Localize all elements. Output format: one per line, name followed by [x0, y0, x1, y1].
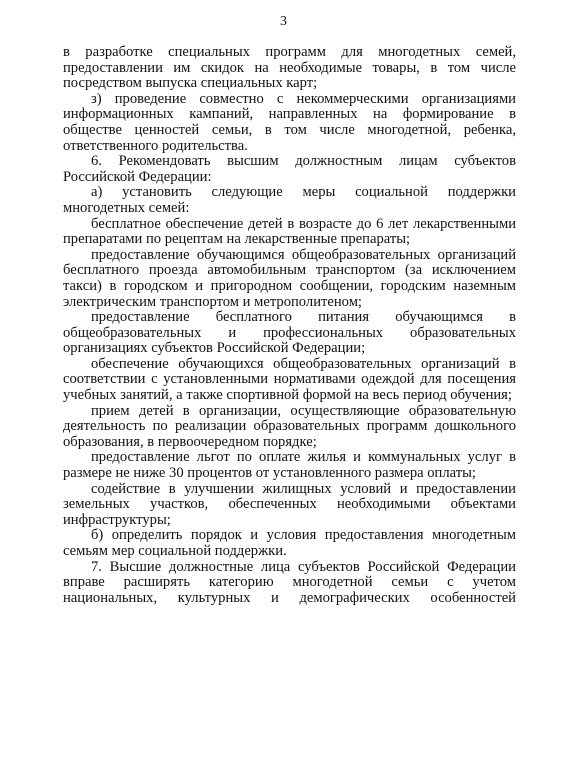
page-number: 3 — [280, 14, 287, 29]
paragraph-section-7: 7. Высшие должностные лица субъектов Российской Федерации вправе расширять категорию многодетной семьи с учетом национальных, культурных и демографических особенностей — [63, 558, 516, 606]
paragraph-measure-medicines: бесплатное обеспечение детей в возрасте до 6 лет лекарственными препаратами по рецептам на лекарственные препараты; — [63, 215, 516, 248]
paragraph-continuation: в разработке специальных программ для многодетных семей, предоставлении им скидок на необходимые товары, в том числе посредством выпуска специальных карт; — [63, 44, 516, 92]
paragraph-measure-transport: предоставление обучающимся общеобразовательных организаций бесплатного проезда автомобильным транспортом (за исключением такси) в городском и пригородном сообщении, городским наземным электрическим транспортом и метрополитеном; — [63, 246, 516, 310]
paragraph-measure-clothing: обеспечение обучающихся общеобразовательных организаций в соответствии с установленными нормативами одеждой для посещения учебных занятий, а также спортивной формой на весь период обучения; — [63, 355, 516, 404]
paragraph-measure-housing: содействие в улучшении жилищных условий и предоставлении земельных участков, обеспеченных необходимыми объектами инфраструктуры; — [63, 480, 516, 528]
paragraph-measure-meals: предоставление бесплатного питания обучающимся в общеобразовательных и профессиональных образовательных организациях субъектов Российской Федерации; — [63, 309, 516, 357]
paragraph-item-z: з) проведение совместно с некоммерческими организациями информационных кампаний, направленных на формирование в обществе ценностей семьи, в том числе многодетной, ребенка, ответственного родительства. — [63, 90, 516, 154]
paragraph-section-6: 6. Рекомендовать высшим должностным лицам субъектов Российской Федерации: — [63, 153, 516, 185]
paragraph-measure-preschool: прием детей в организации, осуществляющие образовательную деятельность по реализации образовательных программ дошкольного образования, в первоочередном порядке; — [63, 402, 516, 450]
paragraph-item-b: б) определить порядок и условия предоставления многодетным семьям мер социальной поддержки. — [63, 527, 516, 559]
paragraph-measure-utilities: предоставление льгот по оплате жилья и коммунальных услуг в размере не ниже 30 процентов от установленного размера оплаты; — [63, 449, 516, 482]
paragraph-item-a: а) установить следующие меры социальной поддержки многодетных семей: — [63, 184, 516, 216]
document-body — [63, 45, 516, 606]
